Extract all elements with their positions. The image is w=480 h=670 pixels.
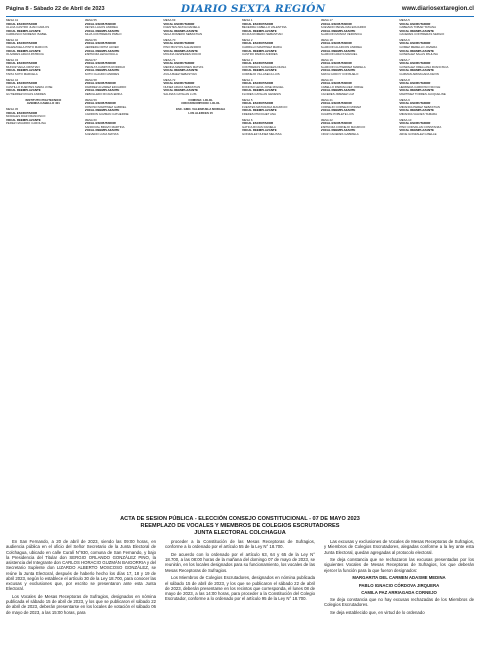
mesa-number: MESA 22 xyxy=(320,118,333,122)
mesa-block xyxy=(163,19,238,37)
vocal-name: TAPIA SOTO MARCELA xyxy=(6,73,38,77)
mesa-number: MESA 70 xyxy=(163,38,176,42)
vocal-role: VOCAL REEMPLAZANTE xyxy=(241,109,277,113)
mesa-block xyxy=(399,39,474,57)
mesa-number: MESA 41 xyxy=(6,19,19,22)
vocal-role: VOCAL ESCRUTADOR xyxy=(84,22,116,26)
acta-board: JUNTA ELECTORAL COLCHAGUA xyxy=(194,529,286,536)
listing-column xyxy=(6,19,81,512)
vocal-role: VOCAL ESCRUTADOR xyxy=(84,62,116,66)
vocal-role: VOCAL REEMPLAZANTE xyxy=(399,109,434,113)
vocal-name: GUTIÉRREZ ROJAS ANDRÉS xyxy=(6,92,46,96)
acta-paragraph: proceder a la Constitución de las Mesas Receptoras de Sufragios, conforme a lo ordenado por el artículo 55 de la Ley N° 18.700. xyxy=(165,539,315,550)
vocal-role: VOCAL REEMPLAZANTE xyxy=(399,49,434,53)
mesa-block xyxy=(85,99,160,117)
vocal-name: PERALTA CAMPOS RODRIGO xyxy=(84,65,126,69)
vocal-role: VOCAL REEMPLAZANTE xyxy=(6,89,41,93)
mesa-number: MESA 6 xyxy=(399,38,410,42)
vocal-role: VOCAL REEMPLAZANTE xyxy=(320,89,356,93)
vocal-role: VOCAL ESCRUTADOR xyxy=(399,42,431,46)
mesa-number: MESA 3 xyxy=(241,58,253,62)
vocal-role: VOCAL ESCRUTADOR xyxy=(399,122,431,126)
listing-column xyxy=(321,19,396,512)
venue-label: AVENIDA CABELLO 401 xyxy=(26,102,60,106)
mesa-number: MESA 4 xyxy=(241,78,253,82)
mesa-number: MESA 19 xyxy=(320,58,333,62)
vocal-name: DUARTE POBLETE LUIS xyxy=(320,112,354,116)
vocal-role: VOCAL REEMPLAZANTE xyxy=(399,129,434,133)
vocal-role: VOCAL ESCRUTADOR xyxy=(320,42,352,46)
mesa-block xyxy=(242,19,317,37)
vocal-role: VOCAL ESCRUTADOR xyxy=(84,82,116,86)
acta-paragraph: En San Fernando, a 20 de abril de 2023, siendo las 09:00 horas, en audiencia pública en el oficio del Señor Secretario de la Junta Electoral de Colchagua, ubicado en calle Curalí N°930, comuna de San Fernando, y bajo la Presidencia del Titular don SERGIO ORLANDO GONZÁLEZ PINO, la asistencia del Integrante don CARLOS HORACIO GUZMÁN BAIGORRIA y del Secretario Suplente don LIZARDO ALBERTO MOSCOSO GONZÁLEZ, se reúne la Junta Electoral, después de haberlo hecho los días 17, 18 y 19 de abril 2023, según lo establece el artículo 30 de la Ley 18.700, para conocer las excusas y exclusiones que, por escrito se presentaron ante esta Junta Electoral. xyxy=(6,539,156,592)
acta-column xyxy=(165,539,315,666)
mesa-number: MESA 6 xyxy=(241,118,253,122)
designated-vocal-name: PABLO IGNACIO CÓRDOVA JIRQUERA xyxy=(358,582,440,588)
acta-paragraph: Se deja constancia que no hay excusas rechazadas de los Miembros de Colegios Escrutadores. xyxy=(324,597,474,608)
mesa-number: MESA 9 xyxy=(399,98,410,102)
mesa-block xyxy=(163,108,238,115)
mesa-number: MESA 21 xyxy=(320,98,333,102)
vocal-name: GONZÁLEZ ORELLANA FRANCISCA xyxy=(399,65,449,69)
vocal-role: VOCAL REEMPLAZANTE xyxy=(320,109,356,113)
mesa-number: MESA 69 xyxy=(163,19,176,22)
mesa-number: MESA 58 xyxy=(84,78,97,82)
vocal-name: CÁCERES CONTRERAS SERGIO xyxy=(399,33,445,37)
vocal-role: VOCAL ESCRUTADOR xyxy=(399,62,431,66)
vocal-role: VOCAL ESCRUTADOR xyxy=(163,42,195,46)
mesa-block xyxy=(242,59,317,77)
acta-paragraph: Los Vocales de Mesas Receptoras de Sufragios, designados en nómina publicada el sábado 15 de abril de 2023, y los que se publicaron el sábado 22 de abril de 2023, deberán presentarse en los locales de votación el sábado 06 de mayo de 2023, a las 15:00 horas, para xyxy=(6,593,156,615)
vocal-name: ESPINOZA LEIVA PAULA xyxy=(84,53,118,57)
mesa-number: MESA 10 xyxy=(399,118,412,122)
vocal-name: SILVA CONTRERAS PABLO xyxy=(84,33,122,37)
vocal-name: NÚÑEZ ARAYA SEBASTIÁN xyxy=(163,85,201,89)
vocal-role: VOCAL ESCRUTADOR xyxy=(320,22,352,26)
vocal-role: VOCAL ESCRUTADOR xyxy=(163,22,195,26)
vocal-name: RAMÍREZ ALVAREZ EDUARDO xyxy=(84,85,127,89)
mesa-block xyxy=(6,19,81,37)
listing-column xyxy=(399,19,474,512)
mesa-block xyxy=(242,79,317,97)
vocal-name: SALINAS CATALÁN LUIS xyxy=(163,92,197,96)
vocal-name: ALARCÓN ALARCÓN ANDREA xyxy=(320,46,362,50)
vocal-name: MOLINA CÉSPEDES ROCÍO xyxy=(163,53,202,57)
mesa-number: MESA 43 xyxy=(6,58,19,62)
mesa-number: MESA 71 xyxy=(163,58,176,62)
vocal-name: FUENTES ARAYA DANIELA xyxy=(163,26,200,30)
mesa-number: MESA 59 xyxy=(84,98,97,102)
mesa-block xyxy=(321,79,396,97)
listing-column xyxy=(242,19,317,512)
mesa-number: MESA 1 xyxy=(241,19,253,22)
mesa-number: MESA 56 xyxy=(84,38,97,42)
vocal-role: VOCAL REEMPLAZANTE xyxy=(163,49,198,53)
listing-column xyxy=(163,19,238,512)
venue-label: LOS ALERCES 15 xyxy=(188,111,213,115)
masthead-rule xyxy=(6,16,474,17)
vocal-name: REYES LAGOS ANDREA xyxy=(84,26,118,30)
vocal-role: VOCAL REEMPLAZANTE xyxy=(6,118,41,122)
vocal-role: VOCAL ESCRUTADOR xyxy=(6,111,38,115)
mesa-block xyxy=(85,119,160,137)
vocal-name: GONZÁLEZ NÚÑEZ MELISSA xyxy=(241,132,282,136)
mesa-block xyxy=(163,59,238,77)
vocal-name: PINO CORVALÁN CONSTANZA xyxy=(399,125,442,129)
vocal-name: CARRIÓN GUZMÁN CATHERINE xyxy=(84,112,129,116)
vocal-name: REBOLLEDO ROJAS ERIKA xyxy=(84,92,123,96)
vocal-name: ALARCÓN MUÑOZ VERÓNICA xyxy=(320,33,362,37)
vocal-name: GUZMÁN ARRIAGADA KEVIN xyxy=(399,73,439,77)
mesa-block xyxy=(321,119,396,137)
venue-label: ESC. GMO. VALENZUELA MORAGA xyxy=(176,107,226,111)
designated-vocal-name: CAMILA PAZ ARRIAGADA CORNEJO xyxy=(361,589,437,595)
vocal-name: GATICA ROJAS DANIELA xyxy=(241,125,276,129)
mesa-number: MESA 42 xyxy=(6,38,19,42)
acta-paragraph: Las excusas y exclusiones de Vocales de Mesas Receptoras de Sufragios, y Miembros de Colegios Escrutadores, alegadas conforme a la ley ante esta Junta Electoral, quedan agregadas al protocolo electoral. xyxy=(324,539,474,555)
vocal-role: VOCAL REEMPLAZANTE xyxy=(163,89,198,93)
vocal-role: VOCAL ESCRUTADOR xyxy=(163,82,195,86)
vocal-name: CORNEJO CORNEJO MIRIAM xyxy=(320,105,361,109)
vocal-role: VOCAL ESCRUTADOR xyxy=(6,82,38,86)
vocal-name: ARCE GONZÁLEZ GISELLE xyxy=(399,132,437,136)
mesa-block xyxy=(399,59,474,77)
acta-heading xyxy=(6,516,474,536)
vocal-name: ACEVEDO PEÑALOZA EDUARDO xyxy=(320,26,367,30)
mesa-number: MESA 55 xyxy=(84,19,97,22)
mesa-number: MESA 5 xyxy=(241,98,253,102)
mesa-block xyxy=(163,39,238,57)
mesa-block xyxy=(6,79,81,97)
mesa-block xyxy=(163,99,238,106)
acta-title: ACTA DE SESION PÚBLICA - ELECCIÓN CONSEJO CONSTITUCIONAL - 07 DE MAYO 2023 xyxy=(120,516,360,522)
mesa-number: MESA 45 xyxy=(6,107,19,111)
vocal-role: VOCAL REEMPLAZANTE xyxy=(241,129,277,133)
vocal-name: CORNEJO VILLASECA LUIS xyxy=(241,73,280,77)
mesa-block xyxy=(6,99,81,106)
vocal-role: VOCAL ESCRUTADOR xyxy=(241,82,274,86)
venue-label: CIRCUNSCRIPCIÓN: LOLOL xyxy=(181,102,221,106)
mesa-block xyxy=(242,39,317,57)
vocal-name: MIRANDA VALDÉS TAMARA xyxy=(399,112,438,116)
mesa-number: MESA 17 xyxy=(320,19,333,22)
mesa-block xyxy=(6,59,81,77)
vocal-role: VOCAL ESCRUTADOR xyxy=(6,42,38,46)
mesa-block xyxy=(242,99,317,117)
vocal-name: ÁVILA BÁEZ SEBASTIÁN xyxy=(163,73,197,77)
acta-paragraph: Se deja establecido que, en virtud de lo ordenado xyxy=(330,609,425,615)
vocal-name: ALARCÓN ARAYA MANUEL xyxy=(320,53,358,57)
vocal-name: GÓMEZ MERELLO JAVIERA xyxy=(399,46,438,50)
vocal-name: VEGA ROMERO SEBASTIÁN xyxy=(163,33,203,37)
vocal-role: VOCAL REEMPLAZANTE xyxy=(320,29,356,33)
vocal-role: VOCAL ESCRUTADOR xyxy=(84,42,116,46)
vocal-name: CRUZ CÁCERES GABRIELA xyxy=(320,132,359,136)
mesa-number: MESA 2 xyxy=(241,38,253,42)
vocal-name: CABELLO PARRAGUEZ JORGE xyxy=(320,85,364,89)
vocal-name: MEDINA MARDONES MATÍAS xyxy=(163,65,204,69)
vocal-name: FLORES CATALÁN GENESIS xyxy=(241,92,281,96)
vocal-name: SANDOVAL BRAVO MARTINA xyxy=(84,125,125,129)
designated-vocal-name: MARGARITA DEL CARMEN ADASME MEDINA xyxy=(352,575,446,581)
vocal-role: VOCAL ESCRUTADOR xyxy=(320,82,352,86)
vocal-name: ARAYA GODOY CONSUELO xyxy=(320,73,359,77)
vocal-role: VOCAL REEMPLAZANTE xyxy=(320,49,356,53)
vocal-name: ALARCÓN GUTIÉRREZ MARIELA xyxy=(320,65,366,69)
vocal-name: ACEVEDO LUNA MATÍAS xyxy=(84,132,119,136)
vocal-name: ULLOA CASTRO JUAN CARLOS xyxy=(6,26,50,30)
venue-label: INSTITUTO POLITÉCNICO xyxy=(25,98,62,102)
mesa-number: MESA 5 xyxy=(399,19,410,22)
venue-label: COMUNA: LOLOL xyxy=(188,98,213,102)
vocal-name: CÁCERES JIMÉNEZ LUZ xyxy=(320,92,355,96)
acta-body xyxy=(6,539,474,666)
mesa-block xyxy=(321,19,396,37)
vocal-role: VOCAL REEMPLAZANTE xyxy=(6,29,41,33)
vocal-name: CASTRO PARDO ANDRÉS xyxy=(241,53,278,57)
mesa-block xyxy=(242,119,317,137)
vocal-role: VOCAL REEMPLAZANTE xyxy=(163,69,198,73)
newspaper-brand: DIARIO SEXTA REGIÓN xyxy=(180,2,326,15)
vocal-name: HERRERA CARDOSO NICOLE xyxy=(399,85,441,89)
mesa-number: MESA 60 xyxy=(84,118,97,122)
vocal-name: FREDES PINOCHET ANA xyxy=(241,112,276,116)
vocal-name: BECERRA CABELLO VALENTINA xyxy=(241,26,287,30)
mesa-block xyxy=(399,19,474,37)
vocal-name: SOTO CLAUDIO ANDRÉS xyxy=(84,73,120,77)
vocal-name: MARTÍNEZ TORRES JACQUELINE xyxy=(399,92,446,96)
vocal-role: VOCAL ESCRUTADOR xyxy=(241,122,274,126)
vocal-role: VOCAL REEMPLAZANTE xyxy=(241,29,277,33)
vocal-role: VOCAL REEMPLAZANTE xyxy=(84,29,120,33)
mesa-number: MESA 8 xyxy=(399,78,410,82)
mesa-number: MESA 57 xyxy=(84,58,97,62)
mesa-block xyxy=(85,79,160,97)
vocal-role: VOCAL REEMPLAZANTE xyxy=(84,129,120,133)
vocal-name: DONOSO LEIVA JOSÉ MIGUEL xyxy=(241,85,284,89)
mesa-block xyxy=(85,59,160,77)
vocal-name: CONTRERAS SANHUEZA DIANA xyxy=(241,65,287,69)
vocal-role: VOCAL ESCRUTADOR xyxy=(241,62,274,66)
vocal-role: VOCAL ESCRUTADOR xyxy=(399,22,431,26)
vocal-role: VOCAL REEMPLAZANTE xyxy=(6,69,41,73)
vocal-role: VOCAL ESCRUTADOR xyxy=(163,62,195,66)
mesa-listing xyxy=(6,19,474,512)
vocal-name: HERRERA ORTIZ JAVIER xyxy=(84,46,119,50)
mesa-block xyxy=(321,59,396,77)
vocal-role: VOCAL ESCRUTADOR xyxy=(320,62,352,66)
acta-paragraph: Los Miembros de Colegios Escrutadores, designados en nómina publicada el sábado 15 de abril de 2023, y los que se publicaron el sábado 22 de abril de 2023, deberán presentarse en los recintos que corresponda, el lunes 08 de mayo de 2023, a las 14:00 horas, para proceder a la Constitución del Colegio Escrutador, conforme a lo ordenado por el artículo 95 de la Ley N° 18.700. xyxy=(165,575,315,602)
vocal-role: VOCAL ESCRUTADOR xyxy=(241,42,274,46)
vocal-name: PÉREZ NAVARRO CAROLINA xyxy=(6,122,46,126)
mesa-block xyxy=(399,79,474,97)
mesa-number: MESA 18 xyxy=(320,38,333,42)
mesa-block xyxy=(399,99,474,117)
acta-column xyxy=(324,539,474,666)
vocal-role: VOCAL REEMPLAZANTE xyxy=(399,69,434,73)
listing-column xyxy=(85,19,160,512)
vocal-name: PINO BUSTOS ALEJANDRO xyxy=(163,46,202,50)
mesa-block xyxy=(85,39,160,57)
acta-column xyxy=(6,539,156,666)
mesa-block xyxy=(399,119,474,137)
vocal-name: OLIVARES ARAYA PATRICIA xyxy=(6,53,44,57)
page-folio: Página 8 - Sábado 22 de Abril de 2023 xyxy=(6,5,105,12)
vocal-name: CASTILLO FUENTES MARÍA JOSÉ xyxy=(6,85,53,89)
vocal-role: VOCAL REEMPLAZANTE xyxy=(399,29,434,33)
mesa-block xyxy=(85,19,160,37)
vocal-name: DONOSO MARTÍNEZ GABRIEL xyxy=(84,105,127,109)
vocal-role: VOCAL ESCRUTADOR xyxy=(6,22,38,26)
vocal-name: CABEZAS TOBAR TATIANA xyxy=(399,26,437,30)
mesa-number: MESA 44 xyxy=(6,78,19,82)
mesa-block xyxy=(6,39,81,57)
vocal-role: VOCAL REEMPLAZANTE xyxy=(6,49,41,53)
masthead xyxy=(6,3,474,14)
vocal-name: MORALES DÍAZ FRANCISCO xyxy=(6,115,46,119)
mesa-number: MESA 72 xyxy=(163,78,176,82)
mesa-block xyxy=(321,39,396,57)
vocal-role: VOCAL REEMPLAZANTE xyxy=(241,69,277,73)
vocal-role: VOCAL ESCRUTADOR xyxy=(6,62,38,66)
vocal-role: VOCAL REEMPLAZANTE xyxy=(241,49,277,53)
vocal-name: ROJAS ROMERO SEBASTIÁN xyxy=(241,33,283,37)
vocal-role: VOCAL ESCRUTADOR xyxy=(320,122,352,126)
vocal-name: GONZÁLEZ SALAS PAULINA xyxy=(399,53,438,57)
vocal-role: VOCAL ESCRUTADOR xyxy=(241,102,274,106)
vocal-name: MUÑOZ VEGA CRISTIAN xyxy=(6,65,40,69)
vocal-name: CARRILLO MARTÍNEZ MARÍA xyxy=(241,46,282,50)
vocal-role: VOCAL REEMPLAZANTE xyxy=(163,29,198,33)
vocal-role: VOCAL ESCRUTADOR xyxy=(399,102,431,106)
vocal-name: MIRANDA PÉREZ SEBASTIÁN xyxy=(399,105,440,109)
mesa-block xyxy=(6,108,81,126)
vocal-role: VOCAL REEMPLAZANTE xyxy=(84,89,120,93)
vocal-name: VALENZUELA PINTO MARCOS xyxy=(6,46,48,50)
acta-paragraph: Se deja constancia que se rechazaron las excusas presentadas por los siguientes Vocales de Mesas Receptoras de Sufragios, los que deberán ejercer la función para la que fueron designados: xyxy=(324,557,474,573)
mesa-block xyxy=(321,99,396,117)
vocal-role: VOCAL ESCRUTADOR xyxy=(84,102,116,106)
vocal-name: CARRASCO MORENO ISABEL xyxy=(6,33,48,37)
mesa-number: MESA 20 xyxy=(320,78,333,82)
vocal-name: ESPINOZA CORNEJO MAURICIO xyxy=(320,125,366,129)
vocal-role: VOCAL REEMPLAZANTE xyxy=(84,69,120,73)
vocal-role: VOCAL REEMPLAZANTE xyxy=(399,89,434,93)
vocal-role: VOCAL ESCRUTADOR xyxy=(399,82,431,86)
vocal-role: VOCAL REEMPLAZANTE xyxy=(320,69,356,73)
vocal-role: VOCAL REEMPLAZANTE xyxy=(84,109,120,113)
vocal-name: FUENTES MATURANA MAURICIO xyxy=(241,105,288,109)
website-link[interactable]: www.diariosextaregion.cl xyxy=(401,5,474,12)
vocal-role: VOCAL REEMPLAZANTE xyxy=(241,89,277,93)
vocal-role: VOCAL REEMPLAZANTE xyxy=(320,129,356,133)
vocal-role: VOCAL REEMPLAZANTE xyxy=(84,49,120,53)
vocal-role: VOCAL ESCRUTADOR xyxy=(84,122,116,126)
vocal-role: VOCAL ESCRUTADOR xyxy=(241,22,274,26)
acta-paragraph: De acuerdo con lo ordenado por el artículo 63, 64 y 65 de la Ley N° 18.700, a las 08:00 horas de la mañana del domingo 07 de mayo de 2023, se reunirán, en los locales designados para su funcionamiento, los vocales de las Mesas Receptoras de Sufragios. xyxy=(165,551,315,573)
mesa-number: MESA 7 xyxy=(399,58,410,62)
acta-subtitle: REEMPLAZO DE VOCALES Y MIEMBROS DE COLEGIOS ESCRUTADORES xyxy=(140,522,340,529)
mesa-block xyxy=(163,79,238,97)
vocal-role: VOCAL ESCRUTADOR xyxy=(320,102,352,106)
